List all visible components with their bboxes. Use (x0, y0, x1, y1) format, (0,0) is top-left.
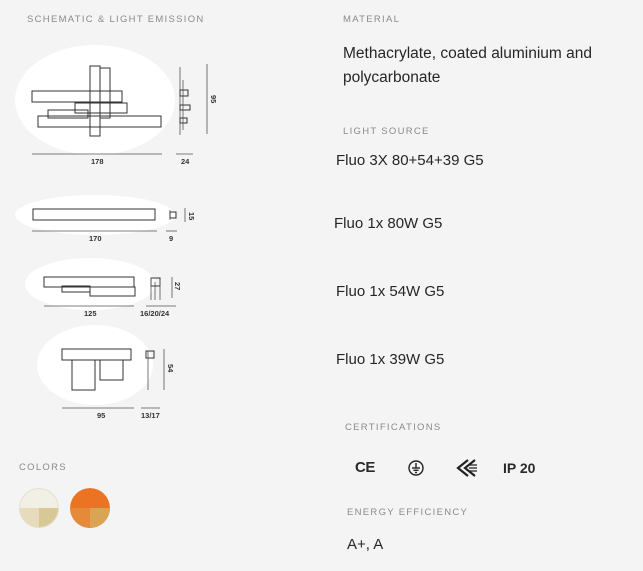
ground-symbol-icon (407, 458, 425, 478)
light-source-value-1: Fluo 3X 80+54+39 G5 (336, 152, 484, 169)
row4-height: 54 (166, 364, 175, 373)
schematic-row-1 (15, 45, 218, 166)
light-source-label: LIGHT SOURCE (343, 126, 430, 137)
material-label: MATERIAL (343, 14, 401, 25)
row2-height: 15 (187, 212, 196, 221)
row1-width: 178 (91, 157, 104, 166)
colors-label: COLORS (19, 462, 67, 473)
schematic-row-4 (37, 325, 175, 420)
white-swatch-graphic (19, 488, 59, 528)
light-source-value-2: Fluo 1x 80W G5 (334, 215, 443, 232)
ip-rating: IP 20 (503, 460, 536, 476)
row3-depth: 16/20/24 (140, 309, 170, 318)
schematic-diagram (0, 30, 330, 450)
row3-height: 27 (173, 282, 182, 291)
row1-height: 95 (209, 95, 218, 104)
row4-width: 95 (97, 411, 106, 420)
schematic-label: SCHEMATIC & LIGHT EMISSION (27, 14, 205, 25)
energy-label: ENERGY EFFICIENCY (347, 507, 469, 518)
orange-swatch-graphic (70, 488, 110, 528)
row2-depth: 9 (169, 234, 174, 243)
light-source-value-3: Fluo 1x 54W G5 (336, 283, 445, 300)
row1-depth: 24 (181, 157, 190, 166)
light-source-value-4: Fluo 1x 39W G5 (336, 351, 445, 368)
schematic-row-3 (25, 258, 182, 318)
schematic-row-2 (15, 195, 196, 243)
energy-value: A+, A (347, 536, 384, 553)
color-swatch-orange[interactable] (70, 488, 110, 528)
material-value: Methacrylate, coated aluminium and polycarbonate (343, 45, 592, 86)
certifications-label: CERTIFICATIONS (345, 422, 442, 433)
row2-width: 170 (89, 234, 102, 243)
row4-depth: 13/17 (141, 411, 160, 420)
ce-mark-icon: CE (355, 459, 375, 476)
row3-width: 125 (84, 309, 97, 318)
flammability-symbol-icon (455, 458, 479, 478)
color-swatch-white[interactable] (19, 488, 59, 528)
